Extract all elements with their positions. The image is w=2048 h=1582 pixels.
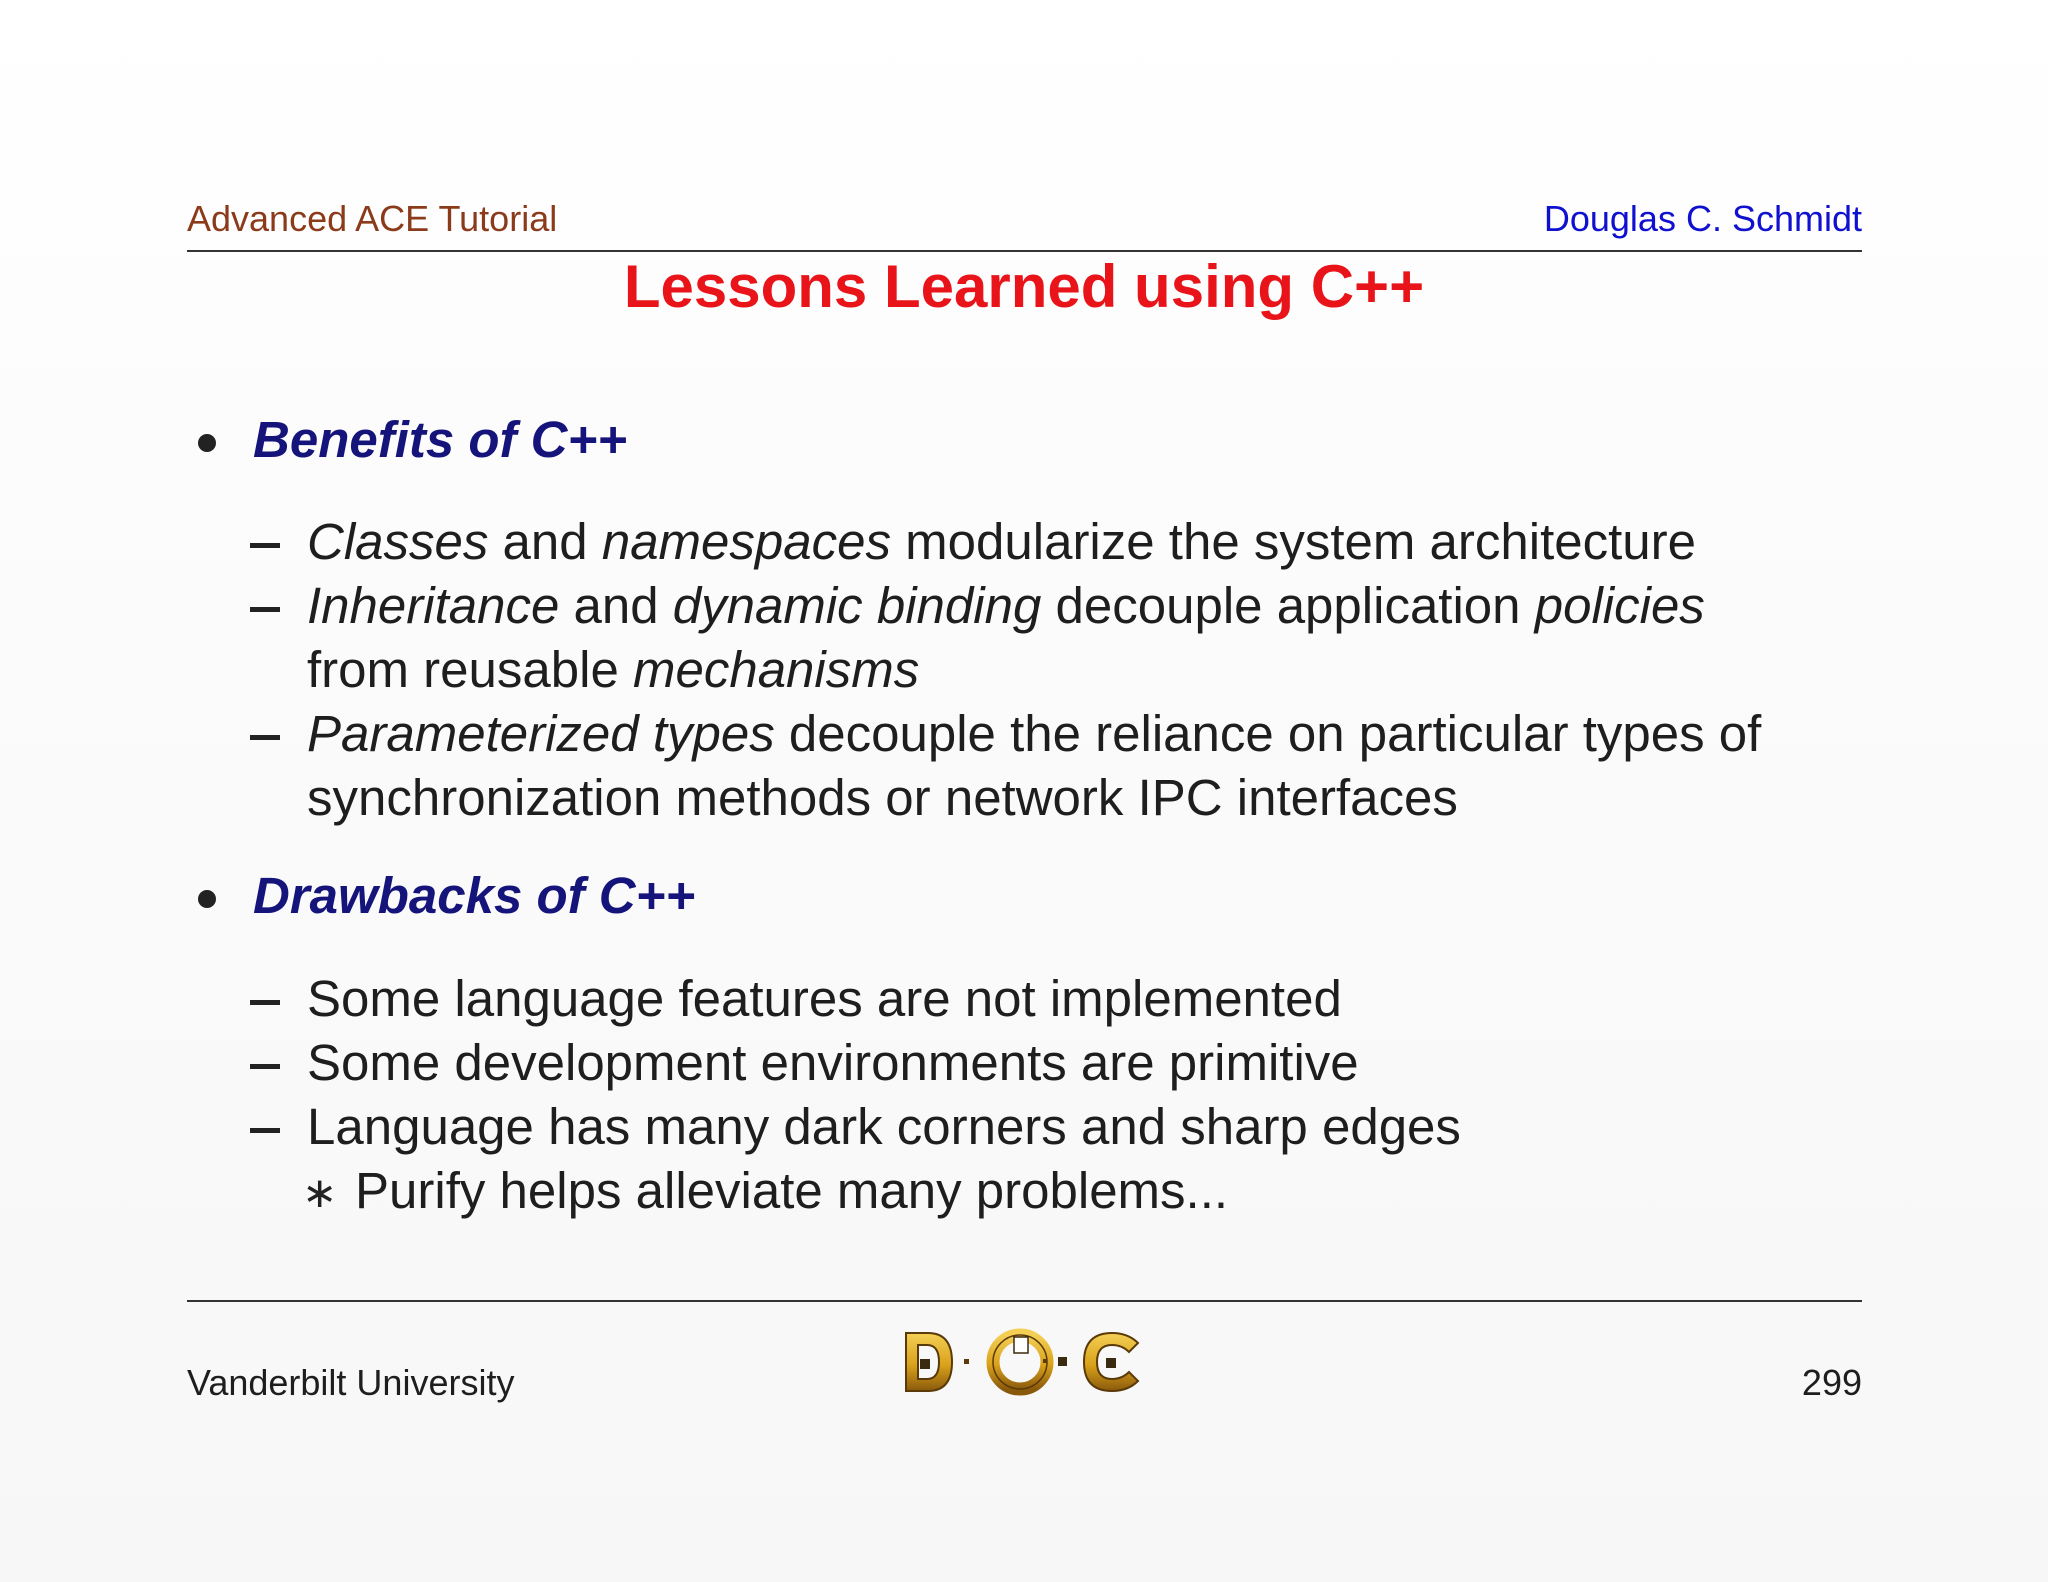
dash-icon [250, 543, 280, 548]
text: and [559, 577, 673, 634]
dash-icon [250, 1000, 280, 1005]
term-parameterized-types: Parameterized types [307, 705, 775, 762]
dash-icon [250, 1128, 280, 1133]
drawback-item-2: Some development environments are primitive [307, 1034, 1359, 1091]
term-classes: Classes [307, 513, 489, 570]
term-mechanisms: mechanisms [632, 641, 920, 698]
bullet-dot-icon [198, 434, 216, 452]
term-inheritance: Inheritance [307, 577, 560, 634]
text: from reusable [307, 641, 633, 698]
asterisk-bullet-icon: ∗ [302, 1169, 338, 1216]
term-policies: policies [1534, 577, 1705, 634]
bullet-dot-icon [198, 890, 216, 908]
text: modularize the system architecture [891, 513, 1696, 570]
text: decouple application [1041, 577, 1535, 634]
section-heading-benefits: Benefits of C++ [253, 411, 628, 468]
text: and [488, 513, 602, 570]
header-course: Advanced ACE Tutorial [187, 198, 558, 239]
term-namespaces: namespaces [601, 513, 891, 570]
drawback-item-3: Language has many dark corners and sharp edges [307, 1098, 1461, 1155]
page-number: 299 [1801, 1362, 1862, 1403]
footer-institution: Vanderbilt University [187, 1362, 515, 1403]
footer-rule [187, 1300, 1862, 1302]
dash-icon [250, 607, 280, 612]
drawback-subitem-1: Purify helps alleviate many problems... [355, 1162, 1229, 1219]
doc-group-logo [900, 1325, 1150, 1400]
benefit-item-3-line-2: synchronization methods or network IPC interfaces [307, 769, 1458, 826]
benefit-item-2-line-2 [307, 640, 919, 699]
term-dynamic-binding: dynamic binding [672, 577, 1042, 634]
dash-icon [250, 735, 280, 740]
benefit-item-2-line-1 [307, 576, 1705, 635]
header-author: Douglas C. Schmidt [1543, 198, 1862, 239]
drawback-item-1: Some language features are not implemented [307, 970, 1342, 1027]
dash-icon [250, 1064, 280, 1069]
slide-title: Lessons Learned using C++ [623, 253, 1425, 320]
benefit-item-1 [307, 512, 1696, 571]
benefit-item-3-line-1 [307, 704, 1761, 763]
section-heading-drawbacks: Drawbacks of C++ [253, 867, 696, 924]
text: decouple the reliance on particular types of [774, 705, 1762, 762]
